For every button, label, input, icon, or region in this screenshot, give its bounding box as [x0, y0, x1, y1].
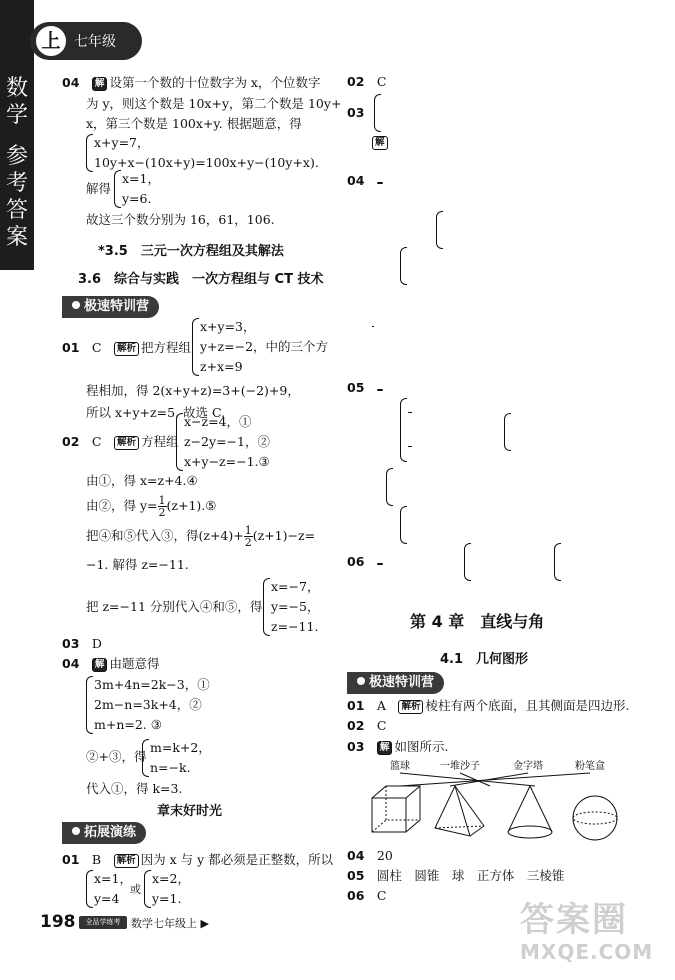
- brace: [144, 870, 151, 908]
- brace: [436, 211, 443, 249]
- answer-line: 04 解 设第一个数的十位数字为 x，个位数字: [62, 75, 321, 90]
- brace: [504, 413, 511, 451]
- equation: x+y−z=−1.③: [184, 454, 270, 469]
- brace: [86, 134, 93, 172]
- brace: [400, 247, 407, 285]
- answer-line: 06 C: [347, 888, 387, 903]
- brace: [263, 578, 270, 636]
- brace: [400, 506, 407, 544]
- label-sand-pile: 一堆沙子: [440, 761, 480, 772]
- answer-line: 03 解 如图所示.: [347, 739, 449, 754]
- label-basketball: 篮球: [390, 761, 410, 772]
- equation: y=−5，: [271, 599, 320, 614]
- answer-line: 04 20: [347, 848, 393, 863]
- equation: m=k+2，: [150, 740, 211, 755]
- footer-label: 数学七年级上 ▶: [131, 917, 209, 930]
- label-pyramid: 金字塔: [513, 761, 543, 772]
- brace: [86, 870, 93, 908]
- answer-line: 03 D: [62, 636, 102, 651]
- brace: [192, 318, 199, 376]
- brace: [176, 413, 183, 471]
- equation: z−2y=−1，②: [184, 434, 270, 449]
- geometry-figure: [360, 756, 660, 848]
- answer-line: 把 z=−11 分别代入④和⑤，得: [86, 599, 263, 614]
- equation: y+z=−2，中的三个方: [200, 339, 329, 354]
- answer-line: −1. 解得 z=−11.: [86, 557, 189, 572]
- brace: [464, 543, 471, 581]
- sidebar-title: 数 学 参 考 答 案: [5, 76, 28, 250]
- section-banner: 极速特训营: [62, 296, 159, 318]
- answer-line: x，第三个数是 100x+y. 根据题意，得: [86, 116, 302, 131]
- equation: x+y=7，: [94, 135, 150, 150]
- equation: 3m+4n=2k−3，①: [94, 677, 210, 692]
- sidebar-strip: [0, 0, 34, 270]
- answer-line: 由①，得 x=z+4.④: [86, 473, 198, 488]
- answer-line: 程相加，得 2(x+y+z)=3+(−2)+9，: [86, 383, 300, 398]
- answer-line: 代入①，得 k=3.: [86, 781, 183, 796]
- equation: y=4: [94, 891, 120, 906]
- answer-line: 解: [372, 134, 390, 150]
- equation: x+y=3，: [200, 319, 256, 334]
- equation: z+x=9: [200, 359, 243, 374]
- answer-line: 05 圆柱 圆锥 球 正方体 三棱锥: [347, 868, 565, 883]
- answer-line: 02 C: [347, 718, 387, 733]
- answer-line: 03: [347, 105, 365, 120]
- or-word: 或: [130, 883, 141, 896]
- section-heading: *3.5 三元一次方程组及其解法: [98, 244, 284, 259]
- label-chalk-box: 粉笔盒: [575, 761, 605, 772]
- brace: [386, 468, 393, 506]
- answer-line: 所以 x+y+z=5. 故选 C.: [86, 405, 226, 420]
- brace: [400, 398, 407, 462]
- answer-line: 01 C 解析 把方程组: [62, 340, 192, 355]
- sphere-shape: [573, 796, 617, 840]
- answer-line: 02 C: [347, 74, 387, 89]
- section-banner: 拓展演练: [62, 822, 146, 844]
- section-heading: 4.1 几何图形: [440, 652, 529, 667]
- equation: z=−11.: [271, 619, 319, 634]
- pyramid-shape: [435, 786, 484, 836]
- cone-shape: [508, 786, 552, 838]
- answer-line: [372, 314, 374, 338]
- equation: y=6.: [122, 191, 152, 206]
- page-number: 198: [40, 912, 76, 932]
- answer-line: 05: [347, 380, 385, 396]
- section-heading: 3.6 综合与实践 一次方程组与 CT 技术: [78, 272, 324, 287]
- answer-line: 01 B 解析 因为 x 与 y 都必须是正整数，所以: [62, 852, 334, 867]
- section-heading: 章末好时光: [157, 804, 223, 819]
- answer-line: 04: [347, 173, 385, 189]
- watermark: 答案圈 MXQE.COM: [520, 900, 654, 964]
- brace: [554, 543, 561, 581]
- answer-line: ②+③，得: [86, 749, 147, 764]
- brand-logo: 全品学练考: [79, 916, 127, 929]
- equation: m+n=2. ③: [94, 717, 162, 732]
- grade-badge: 上: [34, 24, 68, 58]
- equation: x=−7，: [271, 579, 320, 594]
- section-banner: 极速特训营: [347, 672, 444, 694]
- equation: x−z=4，①: [184, 414, 252, 429]
- brace: [374, 94, 381, 132]
- equation: y=1.: [152, 891, 182, 906]
- equation: x=1，: [94, 871, 132, 886]
- grade-label: 七年级: [74, 34, 116, 50]
- equation: 10y+x−(10x+y)=100x+y−(10y+x).: [94, 155, 319, 170]
- answer-line: 故这三个数分别为 16，61，106.: [86, 212, 275, 227]
- answer-line: 01 A 解析 棱柱有两个底面，且其侧面是四边形.: [347, 698, 630, 713]
- chapter-title: 第 4 章 直线与角: [410, 612, 545, 631]
- cube-shape: [372, 786, 420, 832]
- equation: x=2，: [152, 871, 190, 886]
- answer-line: 02 C 解析 方程组: [62, 434, 179, 449]
- match-line: [400, 773, 590, 786]
- answer-line: 由②，得 y= $\frac{1}{2}$ (z+1).⑤: [86, 494, 217, 519]
- answer-line: 把④和⑤代入③，得(z+4)+ $\frac{1}{2}$ (z+1)−z=: [86, 524, 316, 549]
- brace: [86, 676, 93, 734]
- equation: [408, 433, 412, 459]
- answer-line: 06: [347, 554, 385, 570]
- answer-line: 为 y，则这个数是 10x+y，第二个数是 10y+: [86, 96, 342, 111]
- equation: x=1，: [122, 171, 160, 186]
- answer-line: 解得: [86, 181, 112, 196]
- equation: n=−k.: [150, 760, 191, 775]
- answer-line: 04 解 由题意得: [62, 656, 160, 671]
- brace: [142, 739, 149, 777]
- equation: [408, 399, 412, 425]
- equation: 2m−n=3k+4，②: [94, 697, 202, 712]
- brace: [114, 170, 121, 208]
